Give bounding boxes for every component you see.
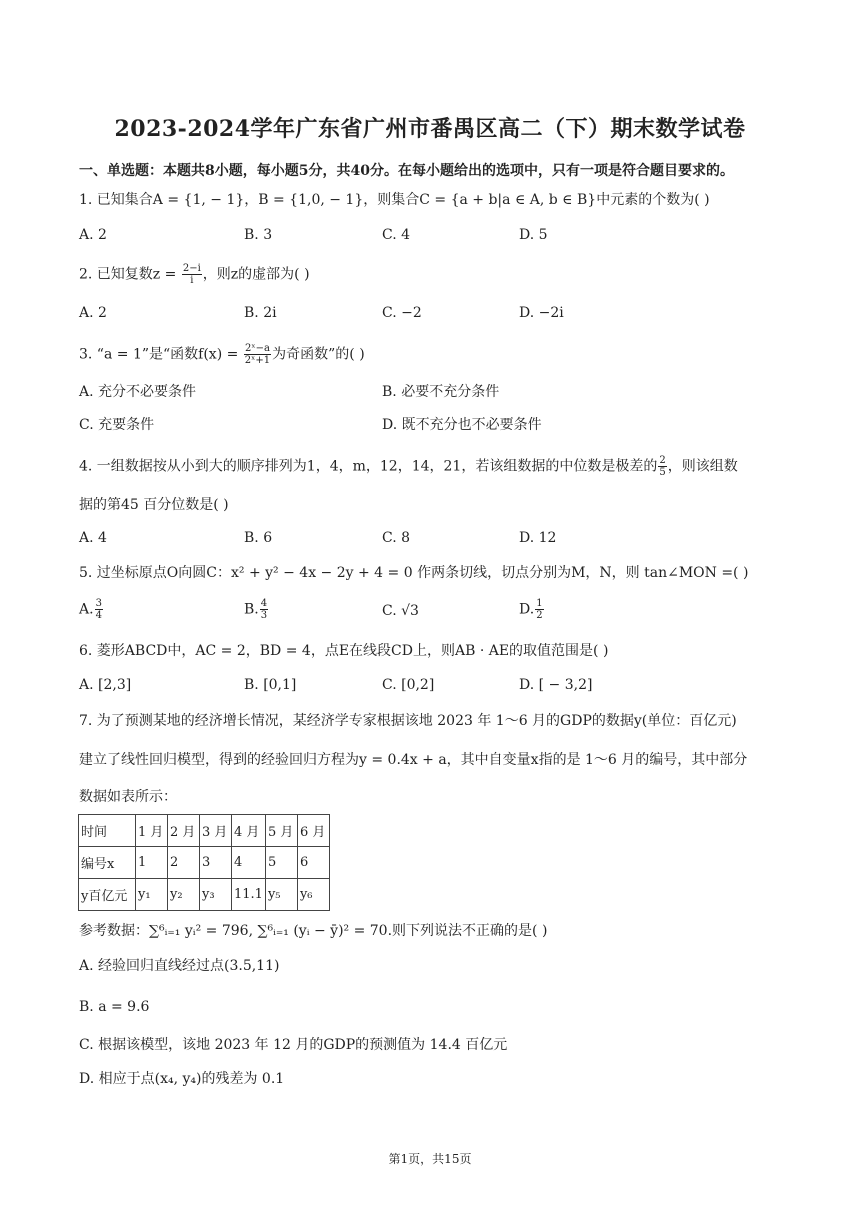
table-row (79, 815, 330, 847)
q3-frac-den: 2ˣ+1 (244, 355, 271, 366)
q3-stem-end: 为奇函数”的( ) (272, 346, 365, 363)
question-1-stem: 1. 已知集合A = {1, − 1}，B = {1,0, − 1}，则集合C = {a + b|a ∈ A, b ∈ B}中元素的个数为( ) (79, 192, 710, 208)
q2-stem-end: ，则z的虚部为( ) (202, 266, 310, 283)
table-cell: 4 (232, 847, 266, 879)
table-cell: 2 月 (168, 815, 200, 847)
q3-option-a: A. 充分不必要条件 (79, 384, 197, 400)
q3-option-b: B. 必要不充分条件 (382, 384, 500, 400)
q5-b-den: 3 (260, 610, 268, 621)
question-7-line-1: 7. 为了预测某地的经济增长情况，某经济学专家根据该地 2023 年 1～6 月的GDP的数据y(单位：百亿元) (79, 713, 737, 729)
q4-option-d: D. 12 (519, 530, 557, 546)
q2-stem-start: 2. 已知复数z = (79, 266, 181, 283)
q1-option-d: D. 5 (519, 227, 548, 243)
q5-d-den: 2 (536, 610, 543, 621)
table-cell: 1 月 (136, 815, 168, 847)
q1-option-b: B. 3 (244, 227, 273, 243)
table-cell: 11.1 (232, 879, 266, 911)
table-row (79, 847, 330, 879)
table-cell: 编号x (79, 847, 136, 879)
question-3-stem (79, 343, 365, 366)
q3-option-c: C. 充要条件 (79, 417, 155, 433)
table-cell: 时间 (79, 815, 136, 847)
table-cell: y₆ (297, 879, 329, 911)
q5-b-prefix: B. (244, 601, 259, 618)
question-7-line-2: 建立了线性回归模型，得到的经验回归方程为y = 0.4x + a，其中自变量x指的是 1～6 月的编号，其中部分 (79, 752, 748, 768)
q3-frac-num: 2ˣ−a (244, 343, 270, 354)
question-2-stem (79, 263, 310, 286)
table-cell: 3 月 (200, 815, 232, 847)
question-6-stem: 6. 菱形ABCD中，AC = 2，BD = 4，点E在线段CD上，则AB · AE的取值范围是( ) (79, 643, 609, 659)
q5-a-prefix: A. (79, 601, 94, 618)
q5-a-den: 4 (95, 610, 102, 621)
q2-frac-num: 2−i (182, 263, 201, 274)
q2-option-a: A. 2 (79, 305, 107, 321)
q7-option-c: C. 根据该模型，该地 2023 年 12 月的GDP的预测值为 14.4 百亿元 (79, 1037, 508, 1053)
q4-fraction (658, 455, 666, 478)
q7-option-b: B. a = 9.6 (79, 999, 150, 1015)
q5-b-num: 4 (260, 598, 268, 609)
q4-option-a: A. 4 (79, 530, 107, 546)
table-cell: 6 (297, 847, 329, 879)
q4-frac-den: 5 (659, 467, 666, 478)
table-cell: y₅ (265, 879, 297, 911)
q4-frac-num: 2 (659, 455, 666, 466)
question-4-stem-cont: 据的第45 百分位数是( ) (79, 497, 229, 513)
q2-option-b: B. 2i (244, 305, 277, 321)
q4-stem-start: 4. 一组数据按从小到大的顺序排列为1，4，m，12，14，21，若该组数据的中位数是极差的 (79, 458, 658, 475)
table-cell: y百亿元 (79, 879, 136, 911)
q5-d-prefix: D. (519, 601, 535, 618)
page-title: 2023-2024学年广东省广州市番禺区高二（下）期末数学试卷 (114, 116, 746, 142)
q5-a-fraction (95, 598, 103, 621)
q1-option-a: A. 2 (79, 227, 107, 243)
table-row (79, 879, 330, 911)
q7-option-d: D. 相应于点(x₄, y₄)的残差为 0.1 (79, 1071, 285, 1087)
q6-option-c: C. [0,2] (382, 677, 435, 693)
q5-d-fraction (535, 598, 543, 621)
q2-fraction (182, 263, 202, 286)
q2-frac-den: i (190, 275, 194, 286)
q7-option-a: A. 经验回归直线经过点(3.5,11) (79, 958, 280, 974)
table-cell: y₂ (168, 879, 200, 911)
table-cell: 5 (265, 847, 297, 879)
table-cell: 4 月 (232, 815, 266, 847)
q6-option-a: A. [2,3] (79, 677, 132, 693)
q6-option-d: D. [ − 3,2] (519, 677, 593, 693)
section-heading: 一、单选题：本题共8小题，每小题5分，共40分。在每小题给出的选项中，只有一项是符合题目要求的。 (79, 163, 734, 179)
q5-d-num: 1 (536, 598, 543, 609)
q5-option-a (79, 598, 104, 621)
q3-fraction (244, 343, 271, 366)
q1-option-c: C. 4 (382, 227, 411, 243)
q6-option-b: B. [0,1] (244, 677, 297, 693)
q5-option-b (244, 598, 269, 621)
q2-option-d: D. −2i (519, 305, 564, 321)
table-cell: 2 (168, 847, 200, 879)
table-cell: 1 (136, 847, 168, 879)
q3-option-d: D. 既不充分也不必要条件 (382, 417, 542, 433)
q5-b-fraction (260, 598, 268, 621)
q5-option-d (519, 598, 545, 621)
q4-stem-end: ，则该组数 (667, 458, 738, 475)
question-7-line-3: 数据如表所示： (79, 789, 177, 805)
question-4-stem (79, 455, 738, 478)
question-5-stem: 5. 过坐标原点O向圆C：x² + y² − 4x − 2y + 4 = 0 作两条切线，切点分别为M，N，则 tan∠MON =( ) (79, 565, 749, 581)
page-footer: 第1页，共15页 (388, 1152, 472, 1166)
q4-option-c: C. 8 (382, 530, 411, 546)
data-table (78, 814, 330, 911)
q4-option-b: B. 6 (244, 530, 273, 546)
table-cell: 6 月 (297, 815, 329, 847)
table-cell: y₁ (136, 879, 168, 911)
table-cell: 3 (200, 847, 232, 879)
table-cell: 5 月 (265, 815, 297, 847)
q5-option-c: C. √3 (382, 603, 419, 619)
q5-a-num: 3 (95, 598, 102, 609)
q3-stem-start: 3. “a = 1”是“函数f(x) = (79, 346, 243, 363)
q2-option-c: C. −2 (382, 305, 422, 321)
question-7-reference: 参考数据：∑⁶ᵢ₌₁ yᵢ² = 796, ∑⁶ᵢ₌₁ (yᵢ − ȳ)² = 70.则下列说法不正确的是( ) (79, 923, 548, 939)
table-cell: y₃ (200, 879, 232, 911)
